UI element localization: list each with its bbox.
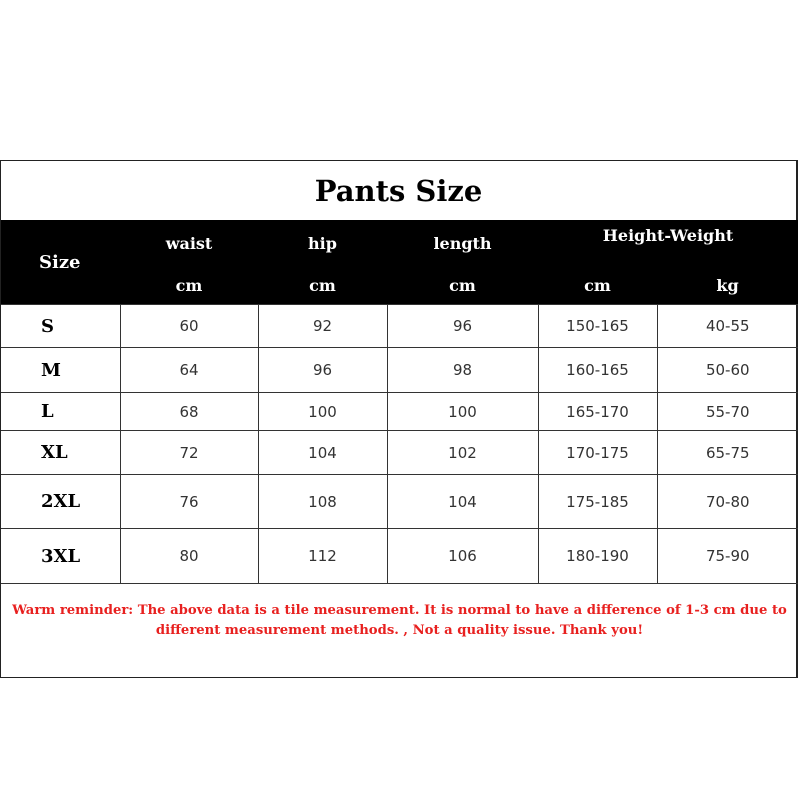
size-label: S: [1, 305, 120, 348]
hip-value: 112: [258, 529, 387, 584]
header-waist: waist: [120, 220, 258, 266]
length-value: 106: [387, 529, 538, 584]
table-row: [1, 348, 798, 393]
weight-value: 40-55: [657, 305, 798, 348]
height-value: 170-175: [538, 431, 657, 475]
reminder-line-1: Warm reminder: The above data is a tile measurement. It is normal to have a difference of 1-3 cm due to: [12, 603, 787, 618]
height-value: 150-165: [538, 305, 657, 348]
waist-value: 76: [120, 475, 258, 529]
hip-value: 108: [258, 475, 387, 529]
size-chart: [0, 160, 798, 678]
header-row-units: [1, 266, 798, 305]
header-length: length: [387, 220, 538, 266]
unit-waist: cm: [120, 266, 258, 305]
length-value: 102: [387, 431, 538, 475]
table-row: [1, 431, 798, 475]
weight-value: 65-75: [657, 431, 798, 475]
waist-value: 80: [120, 529, 258, 584]
table-row: [1, 305, 798, 348]
chart-title: Pants Size: [314, 174, 483, 208]
unit-hip: cm: [258, 266, 387, 305]
unit-length: cm: [387, 266, 538, 305]
header-hip: hip: [258, 220, 387, 266]
hip-value: 100: [258, 393, 387, 431]
size-label: XL: [1, 431, 120, 475]
hip-value: 104: [258, 431, 387, 475]
waist-value: 60: [120, 305, 258, 348]
height-value: 165-170: [538, 393, 657, 431]
length-value: 98: [387, 348, 538, 393]
table-row: [1, 475, 798, 529]
size-table: [1, 220, 798, 584]
table-row: [1, 393, 798, 431]
weight-value: 55-70: [657, 393, 798, 431]
warm-reminder: [1, 601, 798, 641]
waist-value: 68: [120, 393, 258, 431]
height-value: 160-165: [538, 348, 657, 393]
unit-weight: kg: [657, 266, 798, 305]
header-height-weight: Height-Weight: [538, 220, 798, 266]
size-label: L: [1, 393, 120, 431]
length-value: 100: [387, 393, 538, 431]
weight-value: 50-60: [657, 348, 798, 393]
length-value: 96: [387, 305, 538, 348]
size-label: M: [1, 348, 120, 393]
length-value: 104: [387, 475, 538, 529]
hip-value: 92: [258, 305, 387, 348]
height-value: 180-190: [538, 529, 657, 584]
waist-value: 72: [120, 431, 258, 475]
reminder-line-2: different measurement methods. , Not a quality issue. Thank you!: [155, 623, 644, 638]
waist-value: 64: [120, 348, 258, 393]
size-label: 2XL: [1, 475, 120, 529]
unit-height: cm: [538, 266, 657, 305]
hip-value: 96: [258, 348, 387, 393]
weight-value: 70-80: [657, 475, 798, 529]
height-value: 175-185: [538, 475, 657, 529]
weight-value: 75-90: [657, 529, 798, 584]
header-row-labels: [1, 220, 798, 266]
size-label: 3XL: [1, 529, 120, 584]
table-row: [1, 529, 798, 584]
header-size: Size: [1, 220, 120, 305]
